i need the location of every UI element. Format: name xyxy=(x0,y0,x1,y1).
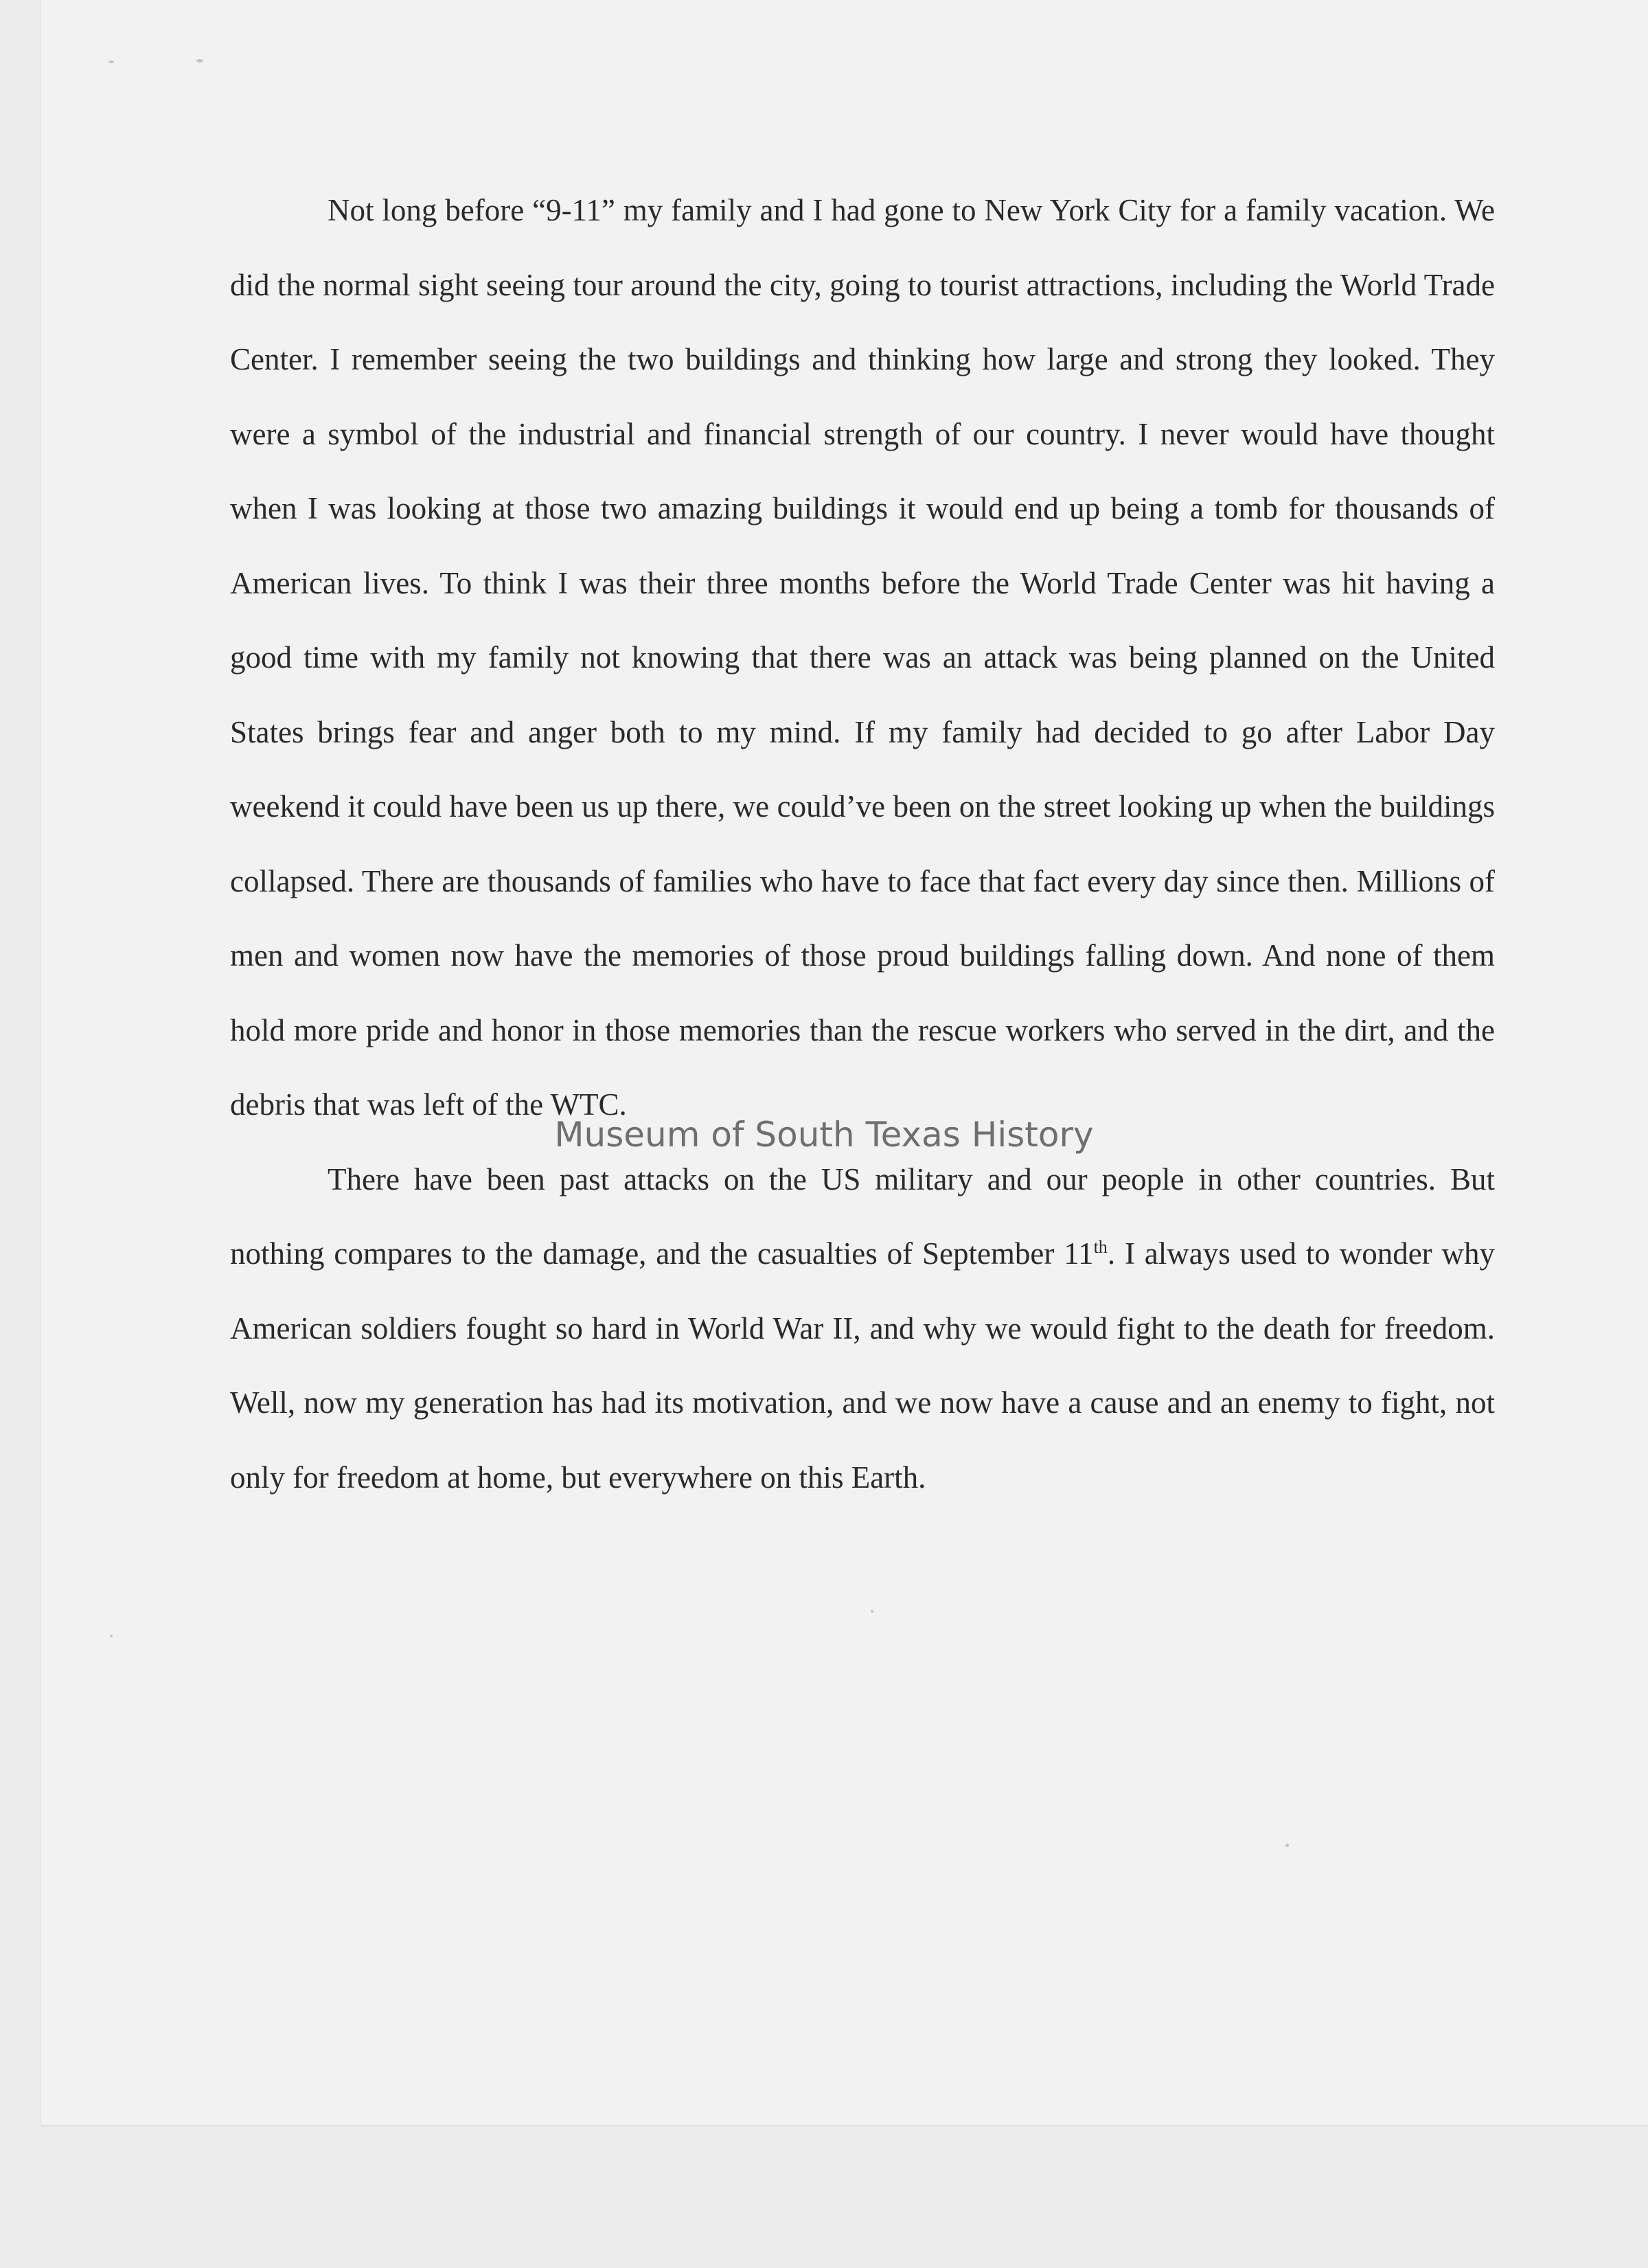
paragraph-1: Not long before “9-11” my family and I had gone to New York City for a family vacation. We did the normal sight seeing tour around the city, going to tourist attractions, including the World Trade Center. I remember seeing the two buildings and thinking how large and strong they looked. They were a symbol of the industrial and financial strength of our country. I never would have thought when I was looking at those two amazing buildings it would end up being a tomb for thousands of American lives. To think I was their three months before the World Trade Center was hit having a good time with my family not knowing that there was an attack was being planned on the United States brings fear and anger both to my mind. If my family had decided to go after Labor Day weekend it could have been us up there, we could’ve been on the street looking up when the buildings collapsed. There are thousands of families who have to face that fact every day since then. Millions of men and women now have the memories of those proud buildings falling down. And none of them hold more pride and honor in those memories than the rescue workers who served in the dirt, and the debris that was left of the WTC. xyxy=(230,193,1495,1122)
scan-speck xyxy=(108,60,114,63)
letter-body xyxy=(230,173,1495,1515)
paragraph-2-text-after-superscript: . I always used to wonder why American soldiers fought so hard in World War II, and why we would fight to the death for freedom. Well, now my generation has had its motivation, and we now have a cause and an enemy to fight, not only for freedom at home, but everywhere on this Earth. xyxy=(230,1236,1496,1495)
paragraph-2-text-before-superscript: There have been past attacks on the US military and our people in other countries. But nothing compares to the damage, and the casualties of September 11 xyxy=(230,1161,1495,1271)
ordinal-superscript: th xyxy=(1093,1237,1108,1257)
scan-speck xyxy=(196,59,203,63)
paragraph-2 xyxy=(230,1142,1495,1515)
scan-speck xyxy=(871,1610,873,1613)
scan-speck xyxy=(1285,1844,1289,1847)
scan-speck xyxy=(110,1635,113,1637)
museum-watermark: Museum of South Texas History xyxy=(554,1115,1094,1155)
page-bottom-edge xyxy=(41,2125,1648,2127)
